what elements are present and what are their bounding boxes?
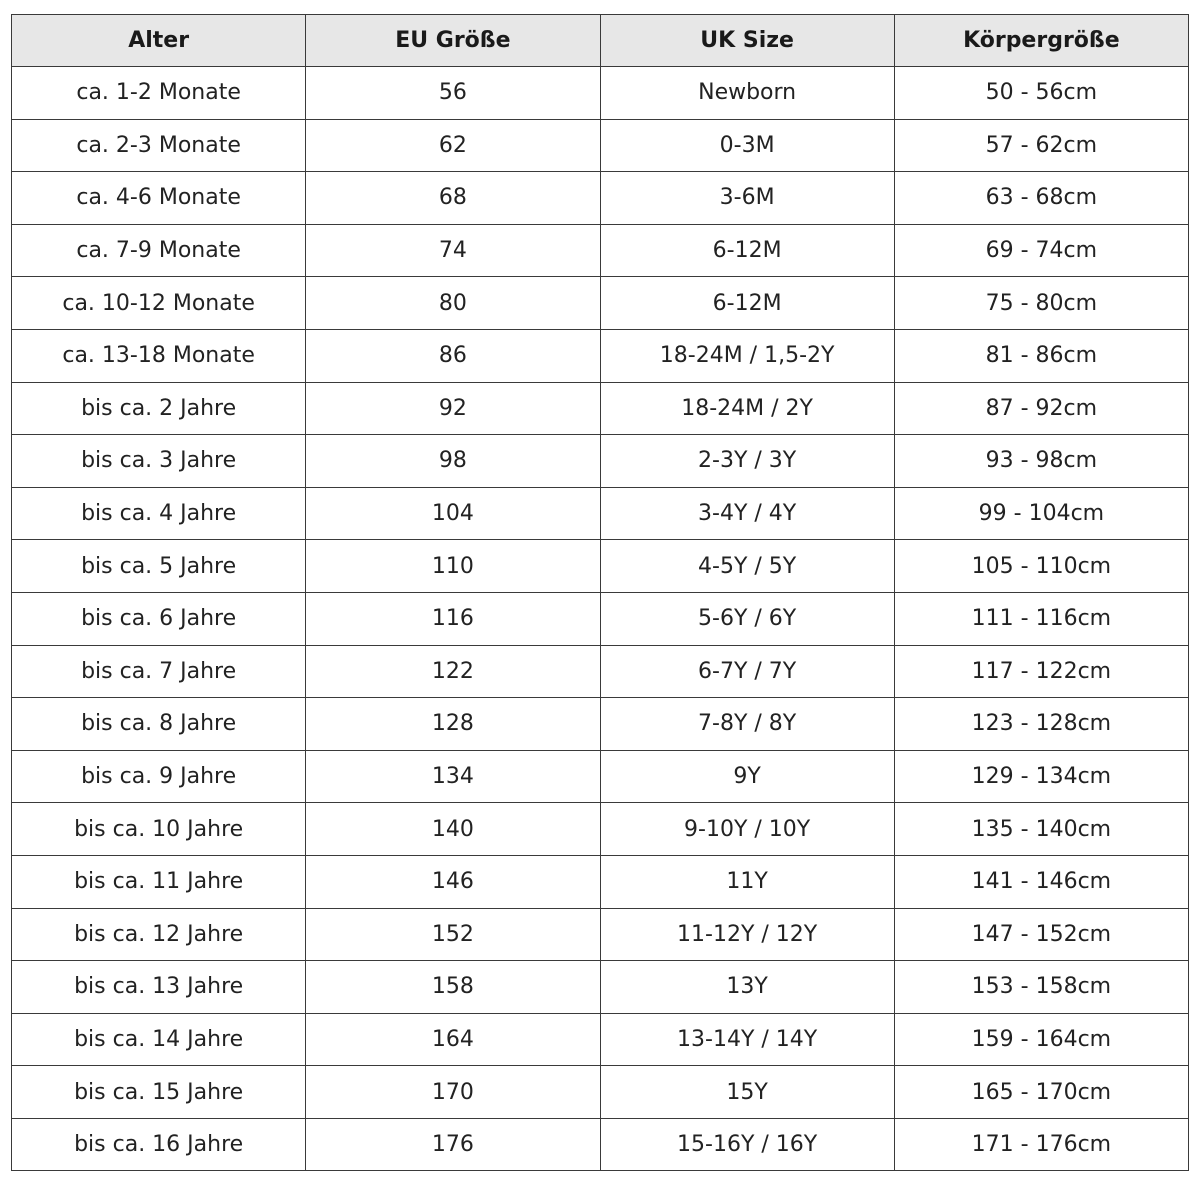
cell-eu-groesse: 158 (306, 961, 600, 1014)
cell-uk-size: 15-16Y / 16Y (600, 1118, 894, 1171)
cell-eu-groesse: 56 (306, 67, 600, 120)
header-alter: Alter (12, 15, 306, 67)
cell-eu-groesse: 62 (306, 119, 600, 172)
cell-alter: bis ca. 6 Jahre (12, 592, 306, 645)
cell-koerpergroesse: 141 - 146cm (894, 855, 1188, 908)
cell-koerpergroesse: 129 - 134cm (894, 750, 1188, 803)
cell-alter: ca. 4-6 Monate (12, 172, 306, 225)
cell-uk-size: 2-3Y / 3Y (600, 435, 894, 488)
cell-koerpergroesse: 63 - 68cm (894, 172, 1188, 225)
table-row (12, 277, 1189, 330)
cell-eu-groesse: 128 (306, 698, 600, 751)
cell-koerpergroesse: 57 - 62cm (894, 119, 1188, 172)
table-row (12, 750, 1189, 803)
table-row (12, 855, 1189, 908)
header-row (12, 15, 1189, 67)
table-row (12, 803, 1189, 856)
cell-koerpergroesse: 111 - 116cm (894, 592, 1188, 645)
cell-eu-groesse: 170 (306, 1066, 600, 1119)
table-row (12, 487, 1189, 540)
cell-uk-size: 18-24M / 1,5-2Y (600, 329, 894, 382)
cell-uk-size: 11-12Y / 12Y (600, 908, 894, 961)
cell-koerpergroesse: 69 - 74cm (894, 224, 1188, 277)
table-row (12, 224, 1189, 277)
cell-alter: ca. 7-9 Monate (12, 224, 306, 277)
cell-uk-size: 7-8Y / 8Y (600, 698, 894, 751)
header-eu-groesse: EU Größe (306, 15, 600, 67)
table-row (12, 382, 1189, 435)
cell-alter: ca. 13-18 Monate (12, 329, 306, 382)
cell-koerpergroesse: 153 - 158cm (894, 961, 1188, 1014)
cell-alter: ca. 10-12 Monate (12, 277, 306, 330)
cell-koerpergroesse: 99 - 104cm (894, 487, 1188, 540)
cell-koerpergroesse: 105 - 110cm (894, 540, 1188, 593)
table-body (12, 67, 1189, 1171)
cell-eu-groesse: 68 (306, 172, 600, 225)
header-uk-size: UK Size (600, 15, 894, 67)
cell-alter: bis ca. 12 Jahre (12, 908, 306, 961)
cell-uk-size: Newborn (600, 67, 894, 120)
cell-koerpergroesse: 135 - 140cm (894, 803, 1188, 856)
cell-uk-size: 0-3M (600, 119, 894, 172)
header-koerpergroesse: Körpergröße (894, 15, 1188, 67)
size-table (11, 14, 1189, 1171)
table-row (12, 961, 1189, 1014)
table-row (12, 172, 1189, 225)
cell-eu-groesse: 122 (306, 645, 600, 698)
cell-uk-size: 3-6M (600, 172, 894, 225)
table-row (12, 592, 1189, 645)
cell-eu-groesse: 74 (306, 224, 600, 277)
cell-alter: bis ca. 3 Jahre (12, 435, 306, 488)
table-row (12, 540, 1189, 593)
cell-koerpergroesse: 117 - 122cm (894, 645, 1188, 698)
cell-eu-groesse: 110 (306, 540, 600, 593)
table-row (12, 908, 1189, 961)
cell-koerpergroesse: 93 - 98cm (894, 435, 1188, 488)
cell-uk-size: 3-4Y / 4Y (600, 487, 894, 540)
cell-eu-groesse: 176 (306, 1118, 600, 1171)
table-row (12, 698, 1189, 751)
cell-koerpergroesse: 171 - 176cm (894, 1118, 1188, 1171)
table-row (12, 1118, 1189, 1171)
table-row (12, 1013, 1189, 1066)
cell-eu-groesse: 140 (306, 803, 600, 856)
cell-alter: ca. 2-3 Monate (12, 119, 306, 172)
cell-eu-groesse: 152 (306, 908, 600, 961)
cell-alter: bis ca. 15 Jahre (12, 1066, 306, 1119)
cell-eu-groesse: 80 (306, 277, 600, 330)
cell-koerpergroesse: 75 - 80cm (894, 277, 1188, 330)
cell-eu-groesse: 98 (306, 435, 600, 488)
cell-koerpergroesse: 50 - 56cm (894, 67, 1188, 120)
table-row (12, 645, 1189, 698)
cell-eu-groesse: 116 (306, 592, 600, 645)
cell-uk-size: 18-24M / 2Y (600, 382, 894, 435)
cell-alter: bis ca. 13 Jahre (12, 961, 306, 1014)
table-row (12, 329, 1189, 382)
cell-uk-size: 15Y (600, 1066, 894, 1119)
table-row (12, 435, 1189, 488)
cell-koerpergroesse: 81 - 86cm (894, 329, 1188, 382)
cell-uk-size: 11Y (600, 855, 894, 908)
cell-alter: bis ca. 14 Jahre (12, 1013, 306, 1066)
table-row (12, 1066, 1189, 1119)
cell-eu-groesse: 164 (306, 1013, 600, 1066)
table-row (12, 119, 1189, 172)
cell-alter: bis ca. 11 Jahre (12, 855, 306, 908)
cell-uk-size: 6-12M (600, 277, 894, 330)
cell-koerpergroesse: 165 - 170cm (894, 1066, 1188, 1119)
table-header (12, 15, 1189, 67)
cell-koerpergroesse: 147 - 152cm (894, 908, 1188, 961)
cell-alter: bis ca. 4 Jahre (12, 487, 306, 540)
cell-uk-size: 9-10Y / 10Y (600, 803, 894, 856)
size-chart (11, 14, 1189, 1171)
cell-alter: bis ca. 7 Jahre (12, 645, 306, 698)
cell-alter: bis ca. 5 Jahre (12, 540, 306, 593)
cell-uk-size: 6-7Y / 7Y (600, 645, 894, 698)
cell-eu-groesse: 146 (306, 855, 600, 908)
cell-alter: bis ca. 10 Jahre (12, 803, 306, 856)
cell-eu-groesse: 92 (306, 382, 600, 435)
cell-uk-size: 6-12M (600, 224, 894, 277)
cell-koerpergroesse: 123 - 128cm (894, 698, 1188, 751)
cell-koerpergroesse: 87 - 92cm (894, 382, 1188, 435)
cell-uk-size: 9Y (600, 750, 894, 803)
cell-eu-groesse: 134 (306, 750, 600, 803)
cell-alter: bis ca. 16 Jahre (12, 1118, 306, 1171)
cell-uk-size: 4-5Y / 5Y (600, 540, 894, 593)
cell-uk-size: 13Y (600, 961, 894, 1014)
table-row (12, 67, 1189, 120)
cell-eu-groesse: 86 (306, 329, 600, 382)
cell-alter: bis ca. 9 Jahre (12, 750, 306, 803)
cell-uk-size: 13-14Y / 14Y (600, 1013, 894, 1066)
cell-eu-groesse: 104 (306, 487, 600, 540)
cell-uk-size: 5-6Y / 6Y (600, 592, 894, 645)
cell-koerpergroesse: 159 - 164cm (894, 1013, 1188, 1066)
cell-alter: bis ca. 2 Jahre (12, 382, 306, 435)
cell-alter: bis ca. 8 Jahre (12, 698, 306, 751)
cell-alter: ca. 1-2 Monate (12, 67, 306, 120)
